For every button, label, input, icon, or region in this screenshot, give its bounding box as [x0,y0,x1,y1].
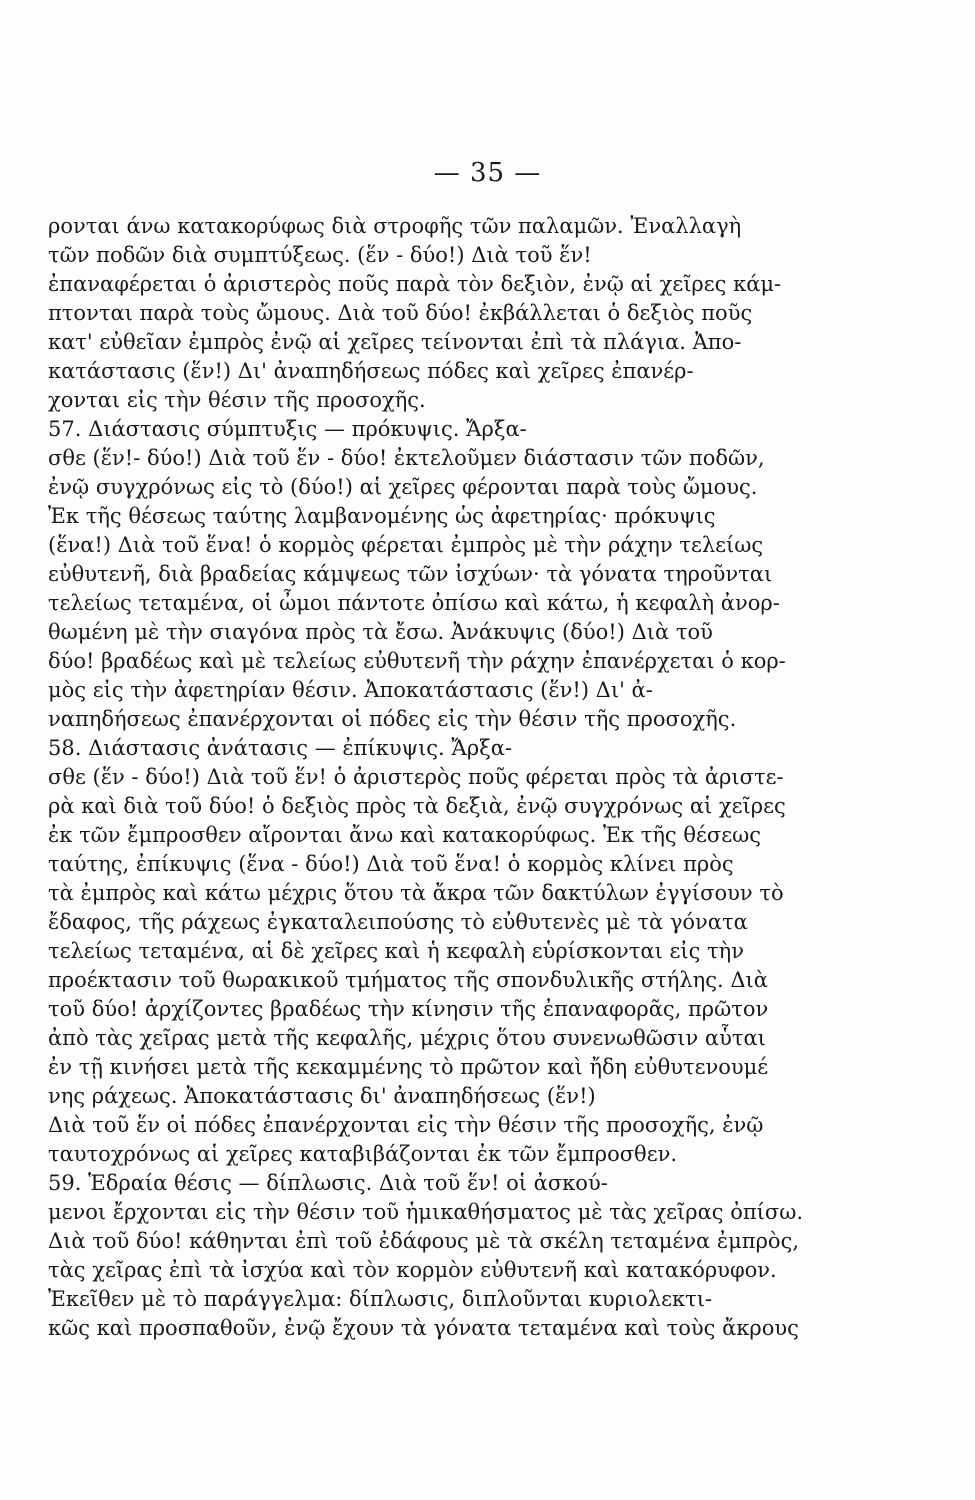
body-text [48,212,858,1343]
text-line: (ἕνα!) Διὰ τοῦ ἕνα! ὁ κορμὸς φέρεται ἐμπρὸς μὲ τὴν ράχην τελείως [48,533,764,557]
text-line: κατάστασις (ἕν!) Δι' ἀναπηδήσεως πόδες καὶ χεῖρες ἐπανέρ- [48,359,694,383]
text-line: ναπηδήσεως ἐπανέρχονται οἱ πόδες εἰς τὴν θέσιν τῆς προσοχῆς. [48,707,737,731]
text-line: σθε (ἕν!- δύο!) Διὰ τοῦ ἕν - δύο! ἐκτελοῦμεν διάστασιν τῶν ποδῶν, [48,446,765,470]
text-line: ἀπὸ τὰς χεῖρας μετὰ τῆς κεφαλῆς, μέχρις ὅτου συνενωθῶσιν αὗται [48,1026,766,1050]
text-line: ἐκ τῶν ἔμπροσθεν αἴρονται ἄνω καὶ κατακορύφως. Ἐκ τῆς θέσεως [48,823,761,847]
section-heading-59: 59. Ἑδραία θέσις — δίπλωσις. Διὰ τοῦ ἕν! οἱ ἀσκού- [48,1171,608,1195]
text-line: σθε (ἕν - δύο!) Διὰ τοῦ ἕν! ὁ ἀριστερὸς ποῦς φέρεται πρὸς τὰ ἀριστε- [48,765,784,789]
text-line: προέκτασιν τοῦ θωρακικοῦ τμήματος τῆς σπονδυλικῆς στήλης. Διὰ [48,968,768,992]
text-line: ρονται άνω κατακορύφως διὰ στροφῆς τῶν παλαμῶν. Ἐναλλαγὴ [48,214,742,238]
text-line: ταύτης, ἐπίκυψις (ἕνα - δύο!) Διὰ τοῦ ἕνα! ὁ κορμὸς κλίνει πρὸς [48,852,734,876]
text-line: χονται εἰς τὴν θέσιν τῆς προσοχῆς. [48,388,426,412]
text-line: κῶς καὶ προσπαθοῦν, ἐνῷ ἔχουν τὰ γόνατα τεταμένα καὶ τοὺς ἄκρους [48,1316,799,1340]
text-line: τὰ ἐμπρὸς καὶ κάτω μέχρις ὅτου τὰ ἄκρα τῶν δακτύλων ἐγγίσουν τὸ [48,881,784,905]
section-heading-58: 58. Διάστασις ἀνάτασις — ἐπίκυψις. Ἄρξα- [48,736,513,760]
text-line: ρὰ καὶ διὰ τοῦ δύο! ὁ δεξιὸς πρὸς τὰ δεξιὰ, ἐνῷ συγχρόνως αἱ χεῖρες [48,794,786,818]
text-line: ἐν τῇ κινήσει μετὰ τῆς κεκαμμένης τὸ πρῶτον καὶ ἤδη εὐθυτενουμέ [48,1055,769,1079]
text-line: ἐνῷ συγχρόνως εἰς τὸ (δύο!) αἱ χεῖρες φέρονται παρὰ τοὺς ὤμους. [48,475,758,499]
text-line: εὐθυτενῆ, διὰ βραδείας κάμψεως τῶν ἰσχύων· τὰ γόνατα τηροῦνται [48,562,773,586]
text-line: πτονται παρὰ τοὺς ὤμους. Διὰ τοῦ δύο! ἐκβάλλεται ὁ δεξιὸς ποῦς [48,301,753,325]
text-line: τὰς χεῖρας ἐπὶ τὰ ἰσχύα καὶ τὸν κορμὸν εὐθυτενῆ καὶ κατακόρυφον. [48,1258,777,1282]
section-heading-57: 57. Διάστασις σύμπτυξις — πρόκυψις. Ἄρξα- [48,417,527,441]
text-line: θωμένη μὲ τὴν σιαγόνα πρὸς τὰ ἔσω. Ἀνάκυψις (δύο!) Διὰ τοῦ [48,620,713,644]
text-line: Διὰ τοῦ ἕν οἱ πόδες ἐπανέρχονται εἰς τὴν θέσιν τῆς προσοχῆς, ἐνῷ [48,1113,764,1137]
text-line: ταυτοχρόνως αἱ χεῖρες καταβιβάζονται ἐκ τῶν ἔμπροσθεν. [48,1142,678,1166]
text-line: ἐπαναφέρεται ὁ ἀριστερὸς ποῦς παρὰ τὸν δεξιὸν, ἐνῷ αἱ χεῖρες κάμ- [48,272,782,296]
text-line: μὸς εἰς τὴν ἀφετηρίαν θέσιν. Ἀποκατάστασις (ἕν!) Δι' ἀ- [48,678,653,702]
text-line: τῶν ποδῶν διὰ συμπτύξεως. (ἕν - δύο!) Διὰ τοῦ ἕν! [48,243,592,267]
text-line: τελείως τεταμένα, οἱ ὦμοι πάντοτε ὀπίσω καὶ κάτω, ἡ κεφαλὴ ἀνορ- [48,591,780,615]
text-line: Ἐκεῖθεν μὲ τὸ παράγγελμα: δίπλωσις, διπλοῦνται κυριολεκτι- [48,1287,713,1311]
text-line: Διὰ τοῦ δύο! κάθηνται ἐπὶ τοῦ ἐδάφους μὲ τὰ σκέλη τεταμένα ἐμπρὸς, [48,1229,800,1253]
text-line: ἔδαφος, τῆς ράχεως ἐγκαταλειπούσης τὸ εὐθυτενὲς μὲ τὰ γόνατα [48,910,748,934]
text-line: τελείως τεταμένα, αἱ δὲ χεῖρες καὶ ἡ κεφαλὴ εὑρίσκονται εἰς τὴν [48,939,745,963]
text-line: τοῦ δύο! ἀρχίζοντες βραδέως τὴν κίνησιν τῆς ἐπαναφορᾶς, πρῶτον [48,997,769,1021]
page-number: — 35 — [433,158,542,188]
text-line: Ἐκ τῆς θέσεως ταύτης λαμβανομένης ὡς ἀφετηρίας· πρόκυψις [48,504,716,528]
text-line: νης ράχεως. Ἀποκατάστασις δι' ἀναπηδήσεως (ἕν!) [48,1084,596,1108]
text-line: δύο! βραδέως καὶ μὲ τελείως εὐθυτενῆ τὴν ράχην ἐπανέρχεται ὁ κορ- [48,649,786,673]
text-line: κατ' εὐθεῖαν ἐμπρὸς ἐνῷ αἱ χεῖρες τείνονται ἐπὶ τὰ πλάγια. Ἀπο- [48,330,742,354]
text-line: μενοι ἔρχονται εἰς τὴν θέσιν τοῦ ἡμικαθήσματος μὲ τὰς χεῖρας ὀπίσω. [48,1200,804,1224]
